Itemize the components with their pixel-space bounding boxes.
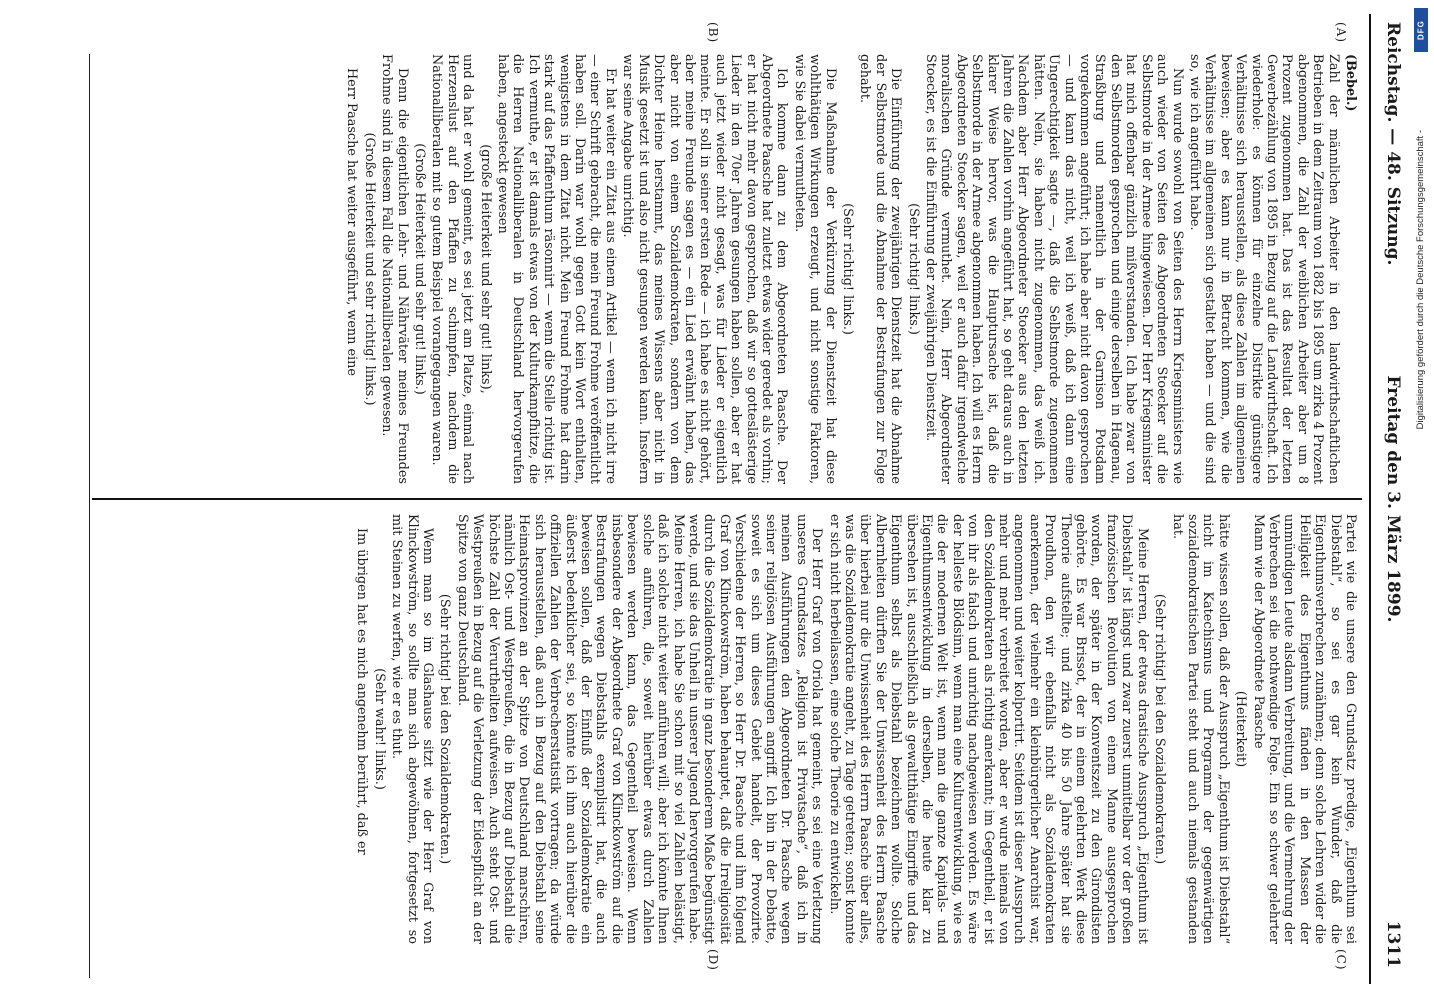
paragraph-text: Die Einführung der zweijährigen Dienstzeit hat die Abnahme der Selbstmorde und die Abnahme der Bestrafungen zur Folge gehabt. <box>857 54 904 484</box>
footer-rule <box>89 54 90 978</box>
digitization-credit: Digitalisierung gefördert durch die Deutsche Forschungsgemeinschaft - <box>1415 130 1426 430</box>
header-page-number: 1311 <box>1383 920 1403 968</box>
interjection <box>371 514 386 944</box>
paragraph-text: Partei wie die unsere den Grundsatz predige, „Eigenthum sei Diebstahl“, so sei es gar kein Wunder, daß die Eigenthumsverbrechen zunähmen; denn solche Lehren wider die Heiligkeit des Eigenthums fänden in den Massen der unmündigen Leute alsdann Verbreitung, und die Vermehrung der Verbrechen sei die nothwendige Folge. Ein so schwer gelehrter Mann wie der Abgeordnete Paasche <box>1250 514 1358 944</box>
paragraph <box>791 54 837 484</box>
margin-marker-c: (C) <box>1334 949 1348 971</box>
header-date: Freitag den 3. März 1899. <box>1383 375 1403 623</box>
paragraph-text: (Große Heiterkeit und sehr gut! links.) <box>412 143 428 395</box>
interjection <box>412 54 427 484</box>
paragraph <box>454 514 824 944</box>
paragraph-text: Der Herr Graf von Oriola hat gemeint, es sei eine Verletzung unseres Grundsatzes „Religion ist Privatsache“, daß ich in meinen Ausführungen den Abgeordneten Dr. Paasche wegen seiner religiösen Ausführungen angriff. Ich bin in der Debatte, soweit es sich um dieses Gebiet handelt, der Provozirte. Verschiedene der Herren, so Herr Dr. Paasche und ihm folgend Graf von Klinckowström, haben behauptet, daß die Irreligiosität durch die Sozialdemokratie in ganz besonderem Maße begünstigt werde, und sie das Unheil in unserer Jugend hervorgerufen habe. Meine Herren, ich habe Sie schon mit so viel Zahlen belästigt, daß ich solche nicht weiter anführen will; aber ich könnte Ihnen solche anführen, die, soweit hierüber etwas durch Zahlen bewiesen werden kann, das Gegentheil beweisen. Wenn insbesondere der Abgeordnete Graf von Klinckowström auf die Bestrafungen wegen Diebstahls exemplisirt hat, die auch beweisen sollen, daß der Einfluß der Sozialdemokratie ein äußerst bedenklicher sei, so könnte ich ihm auch hierüber die offiziellen Zahlen der Verbrecherstatistik vortragen; da würde sich herausstellen, daß auch in Bezug auf den Diebstahl seine Heimatsprovinzen an der Spitze von Deutschland marschiren, nämlich Ost- und Westpreußen, die in Bezug auf Diebstahl die höchste Zahl der Verurtheilten aufweisen. Auch steht Ost- und Westpreußen in Bezug auf die Verletzung der Eidespflicht an der Spitze von ganz Deutschland. <box>454 514 825 944</box>
paragraph <box>354 514 369 944</box>
paragraph-text: (Sehr richtig! links.) <box>840 203 855 335</box>
interjection <box>361 54 376 484</box>
paragraph-text: Herr Paasche hat weiter ausgeführt, wenn eine <box>344 68 360 376</box>
paragraph-text: und da hat er wohl gemeint, es sei jetzt am Platze, einmal nach Herzenslust auf den Pfaffen zu schimpfen, nachdem die Nationalliberalen mit so gutem Beispiel vorangegangen waren. <box>429 54 476 484</box>
interjection <box>477 54 492 484</box>
header-session: Reichstag. — 48. Sitzung. <box>1383 22 1403 266</box>
paragraph <box>620 54 789 484</box>
paragraph-text: Zahl der männlichen Arbeiter in den landwirthschaftlichen Betrieben in dem Zeitraum von 1882 bis 1895 um zirka 4 Prozent abgenommen, die Zahl der weiblichen Arbeiter aber um 8 Prozent zugenommen hat. Das ist das Resultat der letzten Gewerbezählung von 1895 in Bezug auf die Landwirthschaft. Ich wiederhole: es können für einzelne Distrikte günstigere Verhältnisse sich herausstellen, als diese Zahlen im allgemeinen beweisen; aber es kann nur in Betracht kommen, wie die Verhältnisse im allgemeinen sich gestaltet haben — und die sind so, wie ich angeführt habe. <box>1186 54 1341 484</box>
paragraph <box>344 54 359 484</box>
margin-marker-b: (B) <box>706 22 720 44</box>
paragraph-text: (Große Heiterkeit und sehr richtig! links.) <box>361 132 377 406</box>
interjection <box>840 54 855 484</box>
digitization-sidebar <box>1414 8 1430 993</box>
margin-marker-a: (A) <box>1334 22 1348 44</box>
speaker-label: (Bebel.) <box>1343 54 1358 112</box>
right-column <box>108 514 1358 944</box>
paragraph <box>495 54 618 484</box>
paragraph <box>389 514 435 944</box>
paragraph-text: (Sehr wahr! links.) <box>371 668 387 790</box>
document-page <box>63 14 1408 984</box>
paragraph-text: (Sehr richtig! bei den Sozialdemokraten.) <box>437 593 453 865</box>
paragraph <box>429 54 475 484</box>
paragraph-text: Im übrigen hat es mich angenehm berührt, daß er <box>354 528 370 855</box>
paragraph-text: (große Heiterkeit und sehr gut! links), <box>477 144 493 394</box>
paragraph <box>1187 54 1341 484</box>
paragraph-text: Nun wurde sowohl von Seiten des Herrn Kriegsministers wie auch wieder von Seiten des Abgeordneten Stoecker auf die Selbstmorde in der Armee hingewiesen. Der Herr Kriegsminister hat mich offenbar gänzlich mißverstanden. Ich habe zwar von den Selbstmorden gesprochen und einige derselben in Hagenau, Straßburg und namentlich in der Garnison Potsdam vorgekommen angeführt; ich habe aber nicht davon gesprochen — und kann das nicht, weil ich weiß, daß ich dann eine Ungerechtigkeit sagte —, daß die Selbstmorde zugenommen hätten. Nein, sie haben nicht zugenommen, das weiß ich. Nachdem aber Herr Abgeordneter Stoecker aus den letzten Jahren die Zahlen vorhin angeführt hat, so geht daraus auch in klarer Weise hervor, was die Hauptursache ist, daß die Selbstmorde in der Armee abgenommen haben. Ich will es Herrn Abgeordneten Stoecker sagen, weil er auch dafür irgendwelche moralischen Gründe vermuthet. Nein, Herr Abgeordneter Stoecker, es ist die Einführung der zweijährigen Dienstzeit. <box>923 54 1185 484</box>
paragraph <box>379 54 410 484</box>
interjection <box>1233 514 1248 944</box>
paragraph-text: Wenn man so im Glashause sitzt wie der Herr Graf von Klinckowström, so sollte man sich abgewöhnen, fortgesetzt so mit Steinen zu werfen, wie er es thut. <box>389 514 436 944</box>
page-header <box>1368 14 1408 984</box>
paragraph <box>1250 514 1358 944</box>
interjection <box>437 514 452 944</box>
interjection <box>905 54 920 484</box>
paragraph-text: hätte wissen sollen, daß der Ausspruch „Eigenthum ist Diebstahl“ nicht im Katechismus und Programm der gegenwärtigen sozialdemokratischen Partei steht und auch niemals gestanden hat. <box>1169 514 1231 944</box>
paragraph-text: (Sehr richtig! bei den Sozialdemokraten.) <box>1152 593 1168 865</box>
paragraph <box>1169 514 1231 944</box>
paragraph-text: Er hat weiter ein Zitat aus einem Artikel — wenn ich nicht irre — einer Schrift gebracht, die mein Freund Frohme veröffentlicht haben soll. Darin war wohl gegen Gott kein Wort enthalten, wenigstens in dem Zitat nicht. Mein Freund Frohme hat darin stark auf das Pfaffenthum räsonnirt — wenn die Stelle richtig ist. Ich vermuthe, er ist damals etwas von der Kulturkampfhitze, die die Herren Nationalliberalen in Deutschland hervorgerufen haben, angesteckt gewesen <box>495 54 618 484</box>
paragraph <box>923 54 1185 484</box>
dfg-logo: DFG <box>1414 8 1428 52</box>
interjection <box>1152 514 1167 944</box>
paragraph-text: (Sehr richtig! links.) <box>905 203 921 335</box>
header-rule <box>1369 14 1371 984</box>
paragraph <box>1343 54 1358 484</box>
paragraph-text: Denn die eigentlichen Lehr- und Nährväter meines Freundes Frohme sind in diesem Fall die Nationalliberalen gewesen. <box>379 54 410 484</box>
margin-marker-d: (D) <box>706 949 720 971</box>
left-column <box>108 54 1358 484</box>
paragraph-text: Meine Herren, der etwas drastische Ausspruch „Eigenthum ist Diebstahl“ ist längst und zwar zuerst unmittelbar vor der großen französischen Revolution von einem Manne ausgesprochen worden, der später in der Konventszeit zu den Girondisten gehörte. Es war Brissot, der in einem gelehrten Werk diese Theorie aufstellte; und zirka 40 bis 50 Jahre später hat sie Proudhon, den wir ebenfalls nicht als Sozialdemokraten anerkennen, der vielmehr ein kleinbürgerlicher Anarchist war, angenommen und weiter kolportirt. Seitdem ist dieser Ausspruch mehr und mehr verbreitet worden, aber er wurde niemals von den Sozialdemokraten als richtig anerkannt; im Gegentheil, er ist von ihr als falsch und unrichtig nachgewiesen worden. Es wäre der helleste Blödsinn, wenn man eine Kulturentwicklung, wie es die der modernen Welt ist, wenn man die ganze Kapitals- und Eigenthumsentwicklung in derselben, die heute klar zu übersehen ist, ausschließlich als gewaltthätige Eingriffe und das Eigenthum selbst als Diebstahl bezeichnen wollte. Solche Albernheiten dürften Sie der Unwissenheit des Herrn Paasche über hierbei nur die Unwissenheit des Herrn Paasche über alles, was die Sozialdemokratie angeht, zu Tage getreten; sonst konnte er sich nicht herbeilassen, eine solche Theorie zu entwickeln. <box>826 514 1150 944</box>
paragraph-text: Ich komme dann zu dem Abgeordneten Paasche. Der Abgeordnete Paasche hat zuletzt etwas wider geredet als vorhin; er hat nicht mehr davon gesprochen, daß wir so gotteslästerige Lieder in den 70er Jahren gesungen haben sollen, aber er hat auch jetzt wieder nicht gesagt, was für Lieder er eigentlich meinte. Er soll in seiner ersten Rede — ich habe es nicht gehört, aber meine Freunde sagen es — ein Lied erwähnt haben, das aber nicht von einem Sozialdemokraten, sondern von dem Dichter Heine herstammt, das meines Wissens aber nicht in Musik gesetzt ist und also nicht gesungen werden kann. Insofern war seine Angabe unrichtig. <box>620 54 790 484</box>
column-divider <box>92 498 1362 500</box>
paragraph-text: Die Maßnahme der Verkürzung der Dienstzeit hat diese wohlthätigen Wirkungen erzeugt, und nicht sonstige Faktoren, wie Sie dabei vermutheten. <box>791 54 838 484</box>
paragraph <box>857 54 903 484</box>
paragraph <box>826 514 1150 944</box>
paragraph-text: (Heiterkeit) <box>1233 690 1249 768</box>
